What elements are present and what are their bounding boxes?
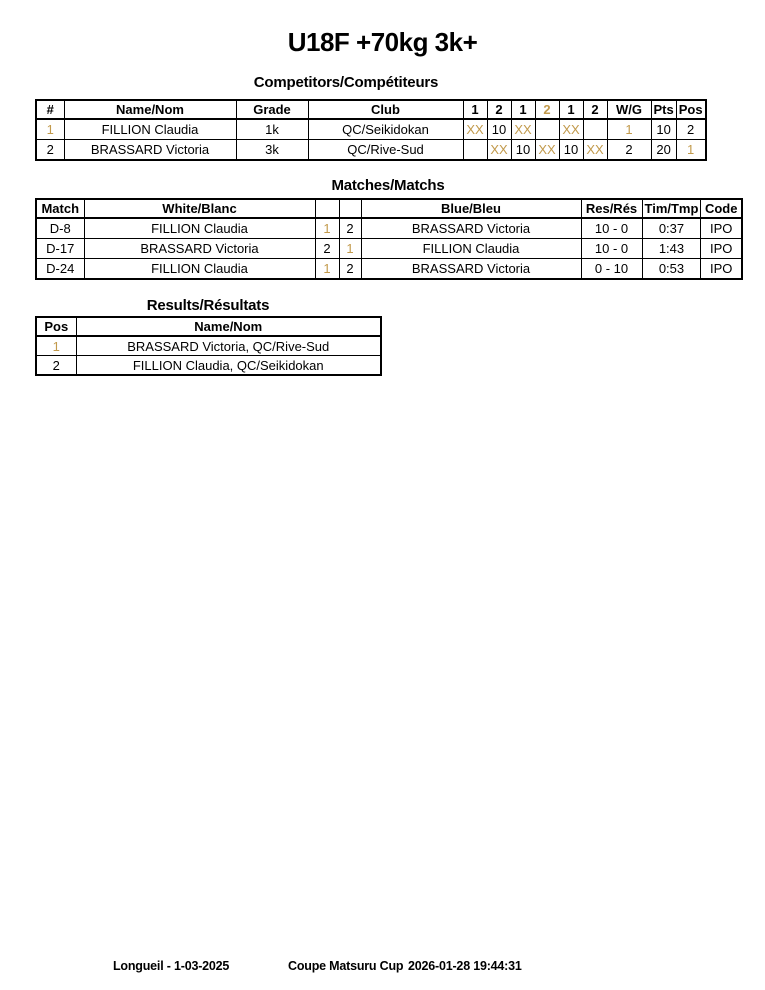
- position-cell: 1: [676, 140, 705, 161]
- match-result: 10 - 0: [581, 239, 642, 259]
- match-time: 1:43: [642, 239, 701, 259]
- score-cell: [583, 119, 607, 140]
- match-row: [36, 218, 742, 239]
- match-id: D-8: [36, 218, 84, 239]
- score-cell: XX: [511, 119, 535, 140]
- result-position: 1: [36, 336, 76, 356]
- column-header-score-5: 1: [559, 100, 583, 119]
- match-time: 0:53: [642, 259, 701, 280]
- score-cell: 10: [559, 140, 583, 161]
- column-header-pos: Pos: [36, 317, 76, 336]
- match-result: 0 - 10: [581, 259, 642, 280]
- match-code: IPO: [701, 239, 742, 259]
- column-header-time: Tim/Tmp: [642, 199, 701, 218]
- section-title-results: Results/Résultats: [146, 297, 270, 314]
- match-result: 10 - 0: [581, 218, 642, 239]
- column-header-code: Code: [701, 199, 742, 218]
- score-cell: XX: [559, 119, 583, 140]
- score-cell: 10: [487, 119, 511, 140]
- competitor-row: [36, 140, 706, 161]
- score-cell: XX: [487, 140, 511, 161]
- column-header-score-6: 2: [583, 100, 607, 119]
- competitor-grade: 3k: [236, 140, 308, 161]
- column-header-pos: Pos: [676, 100, 705, 119]
- score-cell: XX: [535, 140, 559, 161]
- competitor-name: FILLION Claudia: [64, 119, 236, 140]
- column-header-name: Name/Nom: [64, 100, 236, 119]
- section-title-matches: Matches/Matchs: [331, 177, 445, 194]
- competitor-club: QC/Seikidokan: [308, 119, 463, 140]
- column-header-score-2: 2: [487, 100, 511, 119]
- competitor-number: 2: [36, 140, 64, 161]
- section-title-competitors: Competitors/Compétiteurs: [253, 74, 439, 91]
- score-cell: XX: [583, 140, 607, 161]
- match-id: D-24: [36, 259, 84, 280]
- white-number: 2: [315, 239, 339, 259]
- match-row: [36, 239, 742, 259]
- result-name: FILLION Claudia, QC/Seikidokan: [76, 356, 381, 376]
- result-row: [36, 356, 381, 376]
- score-cell: [463, 140, 487, 161]
- matches-table: [35, 198, 743, 280]
- column-header-white-num: [315, 199, 339, 218]
- points-cell: 20: [651, 140, 676, 161]
- competitors-header-row: [36, 100, 706, 119]
- column-header-wg: W/G: [607, 100, 651, 119]
- match-id: D-17: [36, 239, 84, 259]
- match-time: 0:37: [642, 218, 701, 239]
- score-cell: [535, 119, 559, 140]
- wins-cell: 1: [607, 119, 651, 140]
- white-competitor: FILLION Claudia: [84, 218, 315, 239]
- column-header-pts: Pts: [651, 100, 676, 119]
- competitors-table: [35, 99, 707, 161]
- blue-competitor: FILLION Claudia: [361, 239, 581, 259]
- wins-cell: 2: [607, 140, 651, 161]
- results-header-row: [36, 317, 381, 336]
- page-title: U18F +70kg 3k+: [287, 27, 478, 57]
- column-header-blue-num: [339, 199, 361, 218]
- blue-number: 2: [339, 259, 361, 280]
- competitor-number: 1: [36, 119, 64, 140]
- competitor-club: QC/Rive-Sud: [308, 140, 463, 161]
- result-position: 2: [36, 356, 76, 376]
- results-table: [35, 316, 382, 376]
- match-code: IPO: [701, 259, 742, 280]
- result-row: [36, 336, 381, 356]
- score-cell: 10: [511, 140, 535, 161]
- competitor-row: [36, 119, 706, 140]
- column-header-white: White/Blanc: [84, 199, 315, 218]
- competitor-name: BRASSARD Victoria: [64, 140, 236, 161]
- blue-number: 1: [339, 239, 361, 259]
- footer-event-name: Coupe Matsuru Cup: [288, 959, 404, 973]
- column-header-num: #: [36, 100, 64, 119]
- blue-competitor: BRASSARD Victoria: [361, 218, 581, 239]
- footer-timestamp: 2026-01-28 19:44:31: [408, 959, 522, 973]
- column-header-score-1: 1: [463, 100, 487, 119]
- column-header-res: Res/Rés: [581, 199, 642, 218]
- points-cell: 10: [651, 119, 676, 140]
- column-header-score-4: 2: [535, 100, 559, 119]
- column-header-club: Club: [308, 100, 463, 119]
- white-number: 1: [315, 218, 339, 239]
- blue-number: 2: [339, 218, 361, 239]
- white-number: 1: [315, 259, 339, 280]
- column-header-score-3: 1: [511, 100, 535, 119]
- column-header-grade: Grade: [236, 100, 308, 119]
- matches-header-row: [36, 199, 742, 218]
- footer-venue-date: Longueil - 1-03-2025: [113, 959, 230, 973]
- result-name: BRASSARD Victoria, QC/Rive-Sud: [76, 336, 381, 356]
- white-competitor: BRASSARD Victoria: [84, 239, 315, 259]
- score-cell: XX: [463, 119, 487, 140]
- white-competitor: FILLION Claudia: [84, 259, 315, 280]
- column-header-match: Match: [36, 199, 84, 218]
- column-header-blue: Blue/Bleu: [361, 199, 581, 218]
- blue-competitor: BRASSARD Victoria: [361, 259, 581, 280]
- competitor-grade: 1k: [236, 119, 308, 140]
- position-cell: 2: [676, 119, 705, 140]
- match-code: IPO: [701, 218, 742, 239]
- column-header-name: Name/Nom: [76, 317, 381, 336]
- match-row: [36, 259, 742, 280]
